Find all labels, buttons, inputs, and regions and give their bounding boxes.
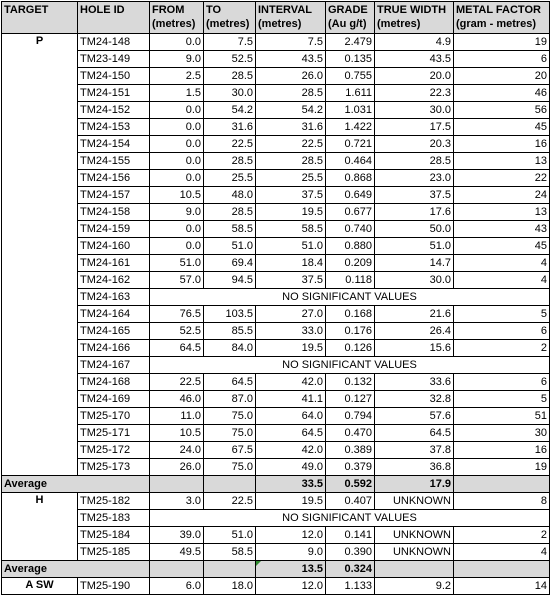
from-cell: 0.0 [150,221,204,238]
hole-id-cell: TM25-182 [78,493,150,510]
hole-id-cell: TM25-190 [78,578,150,595]
no-significant-values-cell: NO SIGNIFICANT VALUES [150,510,550,527]
true-width-cell: 20.3 [375,136,454,153]
hole-id-cell: TM25-170 [78,408,150,425]
metal-factor-cell: 20 [454,68,550,85]
true-width-cell: 14.7 [375,255,454,272]
hole-id-cell: TM24-150 [78,68,150,85]
from-cell: 9.0 [150,204,204,221]
metal-factor-cell: 19 [454,34,550,51]
metal-factor-cell: 16 [454,442,550,459]
true-width-cell: 22.3 [375,85,454,102]
from-cell: 22.5 [150,374,204,391]
interval-cell: 43.5 [256,51,326,68]
interval-cell: 19.5 [256,340,326,357]
interval-cell: 9.0 [256,544,326,561]
true-width-cell: 17.5 [375,119,454,136]
header-metal-factor: METAL FACTOR (gram - metres) [454,2,550,34]
grade-cell: 0.868 [326,170,375,187]
grade-cell: 1.422 [326,119,375,136]
metal-factor-cell: 4 [454,544,550,561]
metal-factor-cell: 51 [454,408,550,425]
hole-id-cell: TM25-172 [78,442,150,459]
from-cell: 0.0 [150,153,204,170]
from-cell: 6.0 [150,578,204,595]
true-width-cell: 9.2 [375,578,454,595]
metal-factor-cell: 24 [454,187,550,204]
average-label: Average [2,561,150,578]
true-width-cell: 43.5 [375,51,454,68]
hole-id-cell: TM25-173 [78,459,150,476]
from-cell: 51.0 [150,255,204,272]
grade-cell: 1.611 [326,85,375,102]
from-cell: 11.0 [150,408,204,425]
true-width-cell: 37.5 [375,187,454,204]
hole-id-cell: TM24-160 [78,238,150,255]
interval-cell: 12.0 [256,578,326,595]
table-row [2,306,550,323]
grade-cell: 0.127 [326,391,375,408]
average-metal-factor-cell [454,476,550,493]
grade-cell: 0.794 [326,408,375,425]
interval-cell: 64.0 [256,408,326,425]
table-row [2,272,550,289]
metal-factor-cell: 13 [454,204,550,221]
table-row [2,408,550,425]
average-true-width-cell: 17.9 [375,476,454,493]
interval-cell: 26.0 [256,68,326,85]
header-true-width: TRUE WIDTH (metres) [375,2,454,34]
interval-cell: 28.5 [256,153,326,170]
true-width-cell: 32.8 [375,391,454,408]
interval-cell: 27.0 [256,306,326,323]
average-from-cell [150,561,204,578]
table-row [2,493,550,510]
target-cell: A SW [2,578,78,595]
table-row [2,238,550,255]
hole-id-cell: TM24-165 [78,323,150,340]
table-row [2,357,550,374]
true-width-cell: 33.6 [375,374,454,391]
from-cell: 57.0 [150,272,204,289]
drill-results-table [1,1,550,595]
metal-factor-cell: 22 [454,170,550,187]
from-cell: 9.0 [150,51,204,68]
to-cell: 48.0 [204,187,256,204]
from-cell: 0.0 [150,102,204,119]
from-cell: 46.0 [150,391,204,408]
true-width-cell: 28.5 [375,153,454,170]
average-label: Average [2,476,150,493]
from-cell: 49.5 [150,544,204,561]
true-width-cell: 15.6 [375,340,454,357]
to-cell: 85.5 [204,323,256,340]
average-row [2,561,550,578]
average-grade-cell: 0.592 [326,476,375,493]
table-row [2,119,550,136]
table-row [2,187,550,204]
from-cell: 0.0 [150,34,204,51]
to-cell: 30.0 [204,85,256,102]
hole-id-cell: TM25-184 [78,527,150,544]
grade-cell: 0.677 [326,204,375,221]
true-width-cell: 21.6 [375,306,454,323]
hole-id-cell: TM24-167 [78,357,150,374]
to-cell: 31.6 [204,119,256,136]
from-cell: 0.0 [150,119,204,136]
interval-cell: 41.1 [256,391,326,408]
grade-cell: 0.721 [326,136,375,153]
metal-factor-cell: 2 [454,527,550,544]
to-cell: 28.5 [204,68,256,85]
target-cell: P [2,34,78,476]
to-cell: 75.0 [204,425,256,442]
metal-factor-cell: 13 [454,153,550,170]
header-hole-id: HOLE ID [78,2,150,34]
to-cell: 58.5 [204,544,256,561]
grade-cell: 0.168 [326,306,375,323]
average-row [2,476,550,493]
true-width-cell: 30.0 [375,102,454,119]
metal-factor-cell: 6 [454,323,550,340]
from-cell: 64.5 [150,340,204,357]
to-cell: 51.0 [204,527,256,544]
metal-factor-cell: 19 [454,459,550,476]
header-row [2,2,550,34]
hole-id-cell: TM24-159 [78,221,150,238]
grade-cell: 0.740 [326,221,375,238]
true-width-cell: 57.6 [375,408,454,425]
hole-id-cell: TM23-149 [78,51,150,68]
grade-cell: 0.118 [326,272,375,289]
to-cell: 94.5 [204,272,256,289]
to-cell: 84.0 [204,340,256,357]
header-from: FROM (metres) [150,2,204,34]
grade-cell: 0.464 [326,153,375,170]
true-width-cell: 36.8 [375,459,454,476]
table-row [2,510,550,527]
interval-cell: 37.5 [256,187,326,204]
grade-cell: 2.479 [326,34,375,51]
metal-factor-cell: 56 [454,102,550,119]
to-cell: 22.5 [204,493,256,510]
hole-id-cell: TM24-151 [78,85,150,102]
to-cell: 75.0 [204,459,256,476]
true-width-cell: 37.8 [375,442,454,459]
metal-factor-cell: 6 [454,374,550,391]
grade-cell: 0.141 [326,527,375,544]
to-cell: 58.5 [204,221,256,238]
average-grade-cell: 0.324 [326,561,375,578]
metal-factor-cell: 46 [454,85,550,102]
table-row [2,153,550,170]
to-cell: 51.0 [204,238,256,255]
table-row [2,374,550,391]
metal-factor-cell: 45 [454,238,550,255]
to-cell: 87.0 [204,391,256,408]
true-width-cell: 26.4 [375,323,454,340]
hole-id-cell: TM24-153 [78,119,150,136]
interval-cell: 42.0 [256,374,326,391]
to-cell: 54.2 [204,102,256,119]
hole-id-cell: TM24-154 [78,136,150,153]
interval-cell: 22.5 [256,136,326,153]
average-from-cell [150,476,204,493]
to-cell: 67.5 [204,442,256,459]
table-row [2,323,550,340]
average-interval-cell: 13.5 [256,561,326,578]
table-row [2,170,550,187]
table-row [2,51,550,68]
true-width-cell: UNKNOWN [375,544,454,561]
grade-cell: 0.390 [326,544,375,561]
interval-cell: 28.5 [256,85,326,102]
from-cell: 0.0 [150,170,204,187]
to-cell: 28.5 [204,153,256,170]
true-width-cell: UNKNOWN [375,493,454,510]
from-cell: 1.5 [150,85,204,102]
interval-cell: 7.5 [256,34,326,51]
table-row [2,289,550,306]
no-significant-values-cell: NO SIGNIFICANT VALUES [150,289,550,306]
table-row [2,204,550,221]
to-cell: 52.5 [204,51,256,68]
metal-factor-cell: 4 [454,255,550,272]
interval-cell: 31.6 [256,119,326,136]
table-row [2,544,550,561]
to-cell: 75.0 [204,408,256,425]
interval-cell: 37.5 [256,272,326,289]
from-cell: 24.0 [150,442,204,459]
to-cell: 103.5 [204,306,256,323]
to-cell: 22.5 [204,136,256,153]
interval-cell: 19.5 [256,493,326,510]
table-row [2,221,550,238]
true-width-cell: 51.0 [375,238,454,255]
interval-cell: 19.5 [256,204,326,221]
hole-id-cell: TM24-152 [78,102,150,119]
grade-cell: 0.379 [326,459,375,476]
grade-cell: 0.389 [326,442,375,459]
true-width-cell: 4.9 [375,34,454,51]
interval-cell: 58.5 [256,221,326,238]
metal-factor-cell: 2 [454,340,550,357]
hole-id-cell: TM24-158 [78,204,150,221]
hole-id-cell: TM24-148 [78,34,150,51]
average-to-cell [204,561,256,578]
from-cell: 76.5 [150,306,204,323]
from-cell: 3.0 [150,493,204,510]
header-target: TARGET [2,2,78,34]
hole-id-cell: TM24-161 [78,255,150,272]
table-row [2,255,550,272]
grade-cell: 1.031 [326,102,375,119]
interval-cell: 54.2 [256,102,326,119]
grade-cell: 1.133 [326,578,375,595]
true-width-cell: UNKNOWN [375,527,454,544]
true-width-cell: 30.0 [375,272,454,289]
from-cell: 0.0 [150,238,204,255]
hole-id-cell: TM24-157 [78,187,150,204]
metal-factor-cell: 8 [454,493,550,510]
header-grade: GRADE (Au g/t) [326,2,375,34]
table-row [2,442,550,459]
interval-cell: 18.4 [256,255,326,272]
table-body [2,34,550,595]
header-to: TO (metres) [204,2,256,34]
to-cell: 25.5 [204,170,256,187]
grade-cell: 0.880 [326,238,375,255]
target-cell: H [2,493,78,561]
table-row [2,527,550,544]
grade-cell: 0.126 [326,340,375,357]
table-row [2,34,550,51]
average-interval-cell: 33.5 [256,476,326,493]
average-to-cell [204,476,256,493]
to-cell: 7.5 [204,34,256,51]
metal-factor-cell: 16 [454,136,550,153]
hole-id-cell: TM24-166 [78,340,150,357]
grade-cell: 0.470 [326,425,375,442]
hole-id-cell: TM25-171 [78,425,150,442]
true-width-cell: 50.0 [375,221,454,238]
table-row [2,340,550,357]
average-metal-factor-cell [454,561,550,578]
metal-factor-cell: 14 [454,578,550,595]
hole-id-cell: TM25-185 [78,544,150,561]
from-cell: 10.5 [150,425,204,442]
hole-id-cell: TM24-163 [78,289,150,306]
average-true-width-cell [375,561,454,578]
grade-cell: 0.132 [326,374,375,391]
to-cell: 69.4 [204,255,256,272]
to-cell: 18.0 [204,578,256,595]
grade-cell: 0.649 [326,187,375,204]
true-width-cell: 20.0 [375,68,454,85]
hole-id-cell: TM24-162 [78,272,150,289]
to-cell: 28.5 [204,204,256,221]
no-significant-values-cell: NO SIGNIFICANT VALUES [150,357,550,374]
table-row [2,85,550,102]
drill-results-table-wrapper [1,1,549,595]
metal-factor-cell: 45 [454,119,550,136]
from-cell: 39.0 [150,527,204,544]
hole-id-cell: TM24-155 [78,153,150,170]
hole-id-cell: TM24-164 [78,306,150,323]
from-cell: 26.0 [150,459,204,476]
true-width-cell: 64.5 [375,425,454,442]
to-cell: 64.5 [204,374,256,391]
metal-factor-cell: 30 [454,425,550,442]
interval-cell: 33.0 [256,323,326,340]
from-cell: 52.5 [150,323,204,340]
from-cell: 0.0 [150,136,204,153]
table-row [2,136,550,153]
grade-cell: 0.755 [326,68,375,85]
grade-cell: 0.176 [326,323,375,340]
table-row [2,425,550,442]
interval-cell: 12.0 [256,527,326,544]
metal-factor-cell: 5 [454,306,550,323]
grade-cell: 0.407 [326,493,375,510]
header-interval: INTERVAL (metres) [256,2,326,34]
hole-id-cell: TM25-183 [78,510,150,527]
interval-cell: 64.5 [256,425,326,442]
true-width-cell: 17.6 [375,204,454,221]
table-row [2,102,550,119]
grade-cell: 0.209 [326,255,375,272]
from-cell: 2.5 [150,68,204,85]
metal-factor-cell: 5 [454,391,550,408]
hole-id-cell: TM24-156 [78,170,150,187]
hole-id-cell: TM24-169 [78,391,150,408]
metal-factor-cell: 6 [454,51,550,68]
table-row [2,459,550,476]
metal-factor-cell: 4 [454,272,550,289]
interval-cell: 42.0 [256,442,326,459]
metal-factor-cell: 43 [454,221,550,238]
interval-cell: 51.0 [256,238,326,255]
interval-cell: 49.0 [256,459,326,476]
table-row [2,68,550,85]
grade-cell: 0.135 [326,51,375,68]
table-row [2,391,550,408]
interval-cell: 25.5 [256,170,326,187]
hole-id-cell: TM24-168 [78,374,150,391]
true-width-cell: 23.0 [375,170,454,187]
from-cell: 10.5 [150,187,204,204]
table-row [2,578,550,595]
